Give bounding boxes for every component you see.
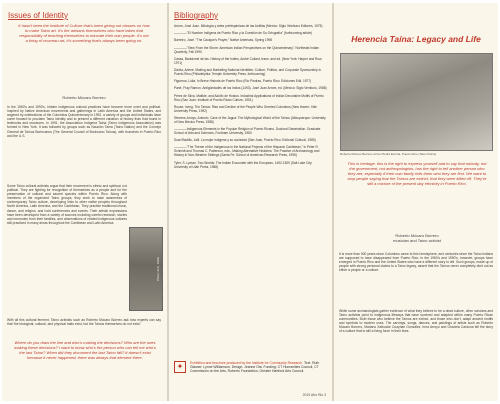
bibliography-entry: Casas, Bartolomé de las. History of the Indies, André Collard, trans. and ed. (New York: Harper and Row, 1971) [174,56,323,65]
brochure-title: Herencia Taína: Legacy and Life [351,34,481,44]
legacy-paragraph-1: It is more than 500 years since Columbus came to this hemisphere, and centuries since the Taíno Indians are supposed to have disappeared from Puerto Rico. In the 1960's and 1990's, however, groups have emerged in Puerto Rico and the United States who have a different story to tell. Such groups, made up of people with strong personal claims to a Taíno legacy, assert that the Taínos never completely died out as either a people or a culture. [339,252,493,273]
bibliography-entry: ————"The Theme of the Indigenous in the National Projects of the Hispanic Caribbean," in Peter R. Schmidt and Thomas C. Patterson, eds., Making Alternative Histories: The Practice of Archaeology and History in Non-Western Settings (Santa Fe: School of American Research Press, 1995) [174,145,320,158]
bibliography-entry: Tyler, S. Lyman. Two Worlds: The Indian Encounter with the European, 1492-1509 (Salt Lake City: University of Utah Press, 1988) [174,160,313,169]
bibliography-entry: Rouse, Irving. The Tainos: Rise and Decline of the People Who Greeted Columbus (New Haven: Yale University Press, 1992) [174,104,317,113]
right-panel [334,3,498,401]
bibliography-entry: Pané, Fray Ramon. Antigüedades de los indios (1493). José Juan Arrom, ed. (Mexico: Siglo Ventiuno, 1988) [174,86,327,91]
middle-panel [169,3,332,401]
issues-of-identity-heading: Issues of Identity [8,11,69,20]
bibliography-list [174,24,327,172]
bibliography-entry: Pérez de Silva, Matilde, and Adolfo de Hostos. Industrial Applications of Indian Decorative Motifs of Puerto Rico (San Juan: Institute of Puerto Rican Culture, 1951) [174,93,324,102]
heritage-quote: This is heritage, this is the right to express yourself and to say that nobody, not the government, not anthropologists, has the right to tell another person who they are, especially if their own family tells them who they are first. We want to stop people saying that the Taínos are extinct, that they were killed off. They're still a mixture of the present day ethnicity in Puerto Rico. [347,161,487,186]
bibliography-entry: Stevens-Arroyo, Antonio. Cave of the Jagua: The Mythological World of the Tainos (Albuquerque: University of New Mexico Press, 1988) [174,115,326,124]
identity-paragraph-1: In the 1960's and 1990's, hidden indigenous cultural practices have become more overt and political. Inspired by Native American movements and gatherings in Latin America and the United States, and angered by celebrations of the Columbus Quincentenary in 1992, a variety of groups and individuals have come forward to proclaim Taíno identity and to present a different variation of history than that found in textbooks and museums. In 1991, the Association Indígena Taína (Taíno Indigenous Association) was formed in New York. It was followed by groups such as Naución Taína (Taíno Nation) and the Concejo General de Taínos Borincanos (The General Council of Borincano Taínos), with branches in Puerto Rico and the U.S. [7,105,161,138]
left-quote: It hasn't been the Institute of Culture that's been giving out classes on how to make Taino art. It's the artisans themselves who have taken that responsibility of teaching themselves to educate their own people. It's not a thing of nouveau art, it's something that's always been going on. [18,23,150,43]
left-quote-attribution: Roberto Múcaro Borrero [62,95,106,100]
bibliography-entry: Figueroa, Lidia. In Breve Historia de Puerto Rico (Río Piedras, Puerto Rico: Ediciones Edil, 1977) [174,79,312,84]
page-code: 2019 Afro Rio 3 [302,393,326,397]
attribution-role: musician and Taíno activist [393,238,441,243]
heritage-quote-attribution [346,233,488,243]
bibliography-heading: Bibliography [174,11,219,20]
identity-paragraph-3: With all this cultural ferment, Taíno activists such as Roberto Múcaro Borrero ask how experts can say that 'the biological, cultural, and physical traits exist, but the Taínos themselves do not exist.' [7,318,161,327]
bibliography-entry: Barreiro, José. "The Cacique's Prayer," Native Americas, Spring 1998 [174,38,273,43]
exhibit-credit [190,361,326,373]
photo-caption: Roberto Múcaro Borrero at the Piedra Escrita, Puerto Rico (Taíno Ruins) [340,152,437,156]
bibliography-entry: ————"El Nombre Indígena de Puerto Rico y la Cuestión de Su Ortografía" (forthcoming article) [174,31,313,36]
bibliography-entry: ————"View From the Shore: American Indian Perspectives on the Quincentenary," Northeast Indian Quarterly, Fall 1990 [174,45,319,54]
bibliography-entry: Suarl Badillo, Jalil. La mujer indígena y su sociedad (San Juan, Puerto Rico: Editorial Cultural, 1985) [174,138,316,143]
bibliography-entry: ————Indigenous Elements in the Popular Religion of Puerto Ricans, Doctoral Dissertation, Graduate School of Arts and Sciences, Fordham University, 1980 [174,127,321,136]
legacy-paragraph-2: While some archaeologists gather evidence of what they believe to be a dead culture, other scholars and Taíno activists point to indigenous lifeways that have survived and adapted within many Puerto Rican communities. Both those who believe the Taínos are extinct, and those who don't, adapt ancient motifs and symbols to modern uses. The carvings, songs, dances, and paintings of artists such as Roberto Múcaro Borrero, Mariano Xalbucke Cuayhan González, Irma Arroyo and Graciela Cardona tell the story of a culture that is still a living force in their lives. [339,309,493,334]
exhibit-credit-title: Exhibition and brochure produced by the Institute for Community Research. [190,361,304,365]
institute-logo-icon: ✦ [174,361,186,373]
identity-paragraph-2: Some Taíno cultural activists argue that their movement is ethnic and spiritual, not political. They are fighting for recognition of themselves as a people and for the preservation of cultural and sacred species within Puerto Rico. Along with members of the organized Taíno groups, they work to raise awareness of contemporary Taíno culture, developing links to other native peoples throughout North America, Latin America, and the Caribbean. They practice traditional music, dance, and religion, and hold conferences and events. Their artistic expressions have been developed from a variety of sources including careful research, stories and memories from their families, and observations of related indigenous cultures still practiced in many areas throughout the Caribbean and Latin America. [7,184,127,225]
exhibit-credit-details: Text: Ruth Glasser. Lynne Williamson. Design: Jeanne Ota. Funding: CT Humanities Council, CT Commission on the Arts, Roberto Foundation, Greater Hartford Arts Council. [190,361,320,374]
left-panel [2,3,167,401]
bibliography-entry: Arrom, José Juan. Mitología y artes prehispánicas de las Antillas (Mexico: Siglo Veintiuno Editores, 1975) [174,24,323,28]
photo-credit: Photo: ALC, 1999 [156,257,160,281]
attribution-name: Roberto Múcaro Borrero [395,233,439,238]
bibliography-entry: Dávila, Arlene. Making and Marketing National Identities: Culture, Politics, and Corporate Sponsorship in Puerto Rico (Philadelphia: Temple University Press, forthcoming) [174,67,322,76]
closing-quote: Where do you draw the line and who's making the decisions? Who are the ones making these decisions? I want to know who's the person who can tell me who's the last Taíno? When did they document the last Taíno fall? It doesn't exist because it never happened, there was always that element there. [14,340,156,360]
portrait-photo [340,53,493,151]
